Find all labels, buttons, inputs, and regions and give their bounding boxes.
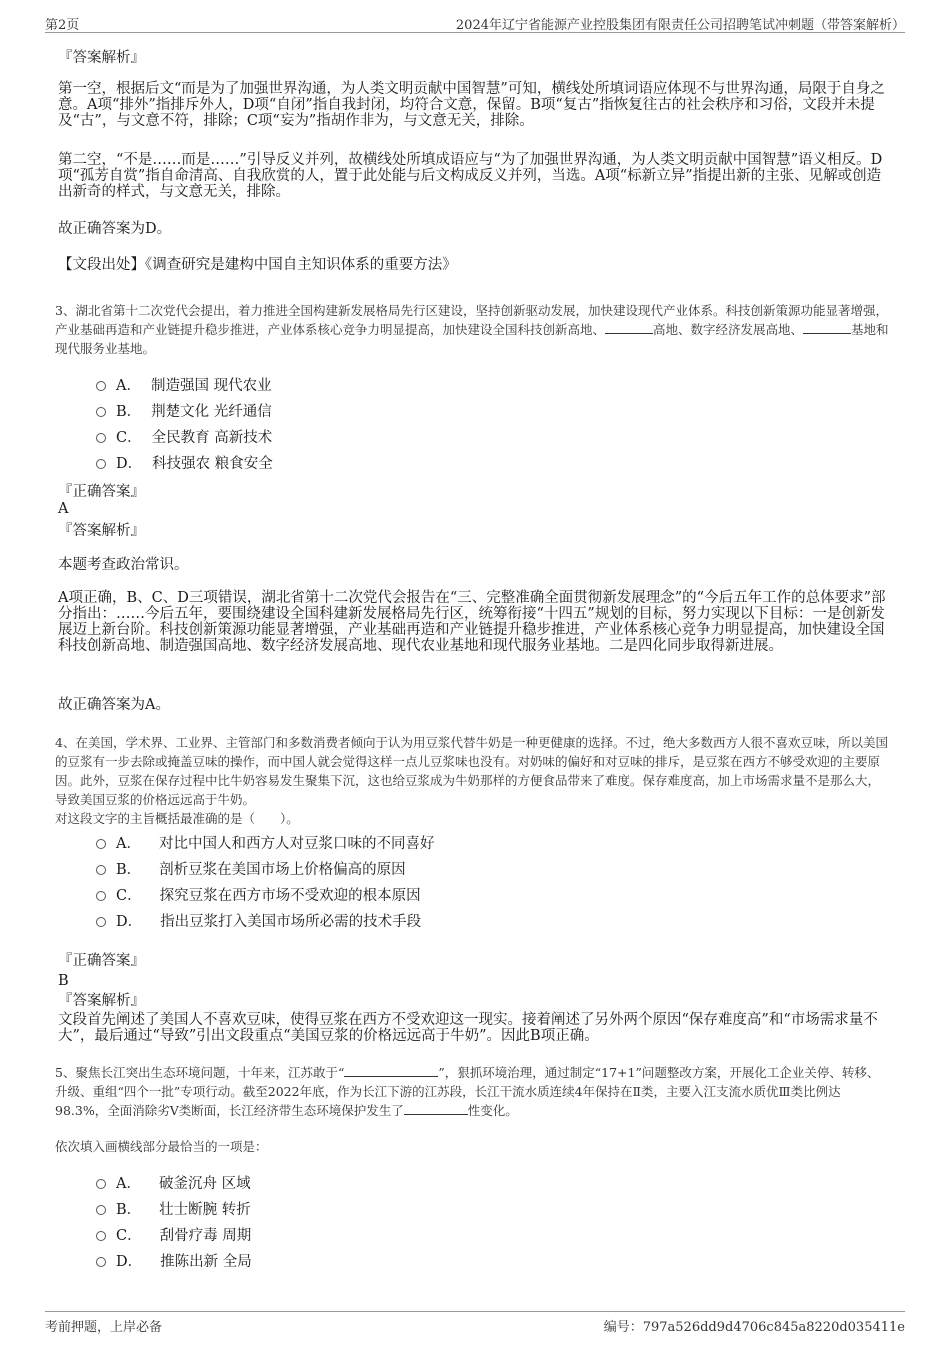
q3-option-a[interactable]: A． 制造强国 现代农业 (96, 377, 272, 395)
q3-stem: 3、湖北省第十二次党代会提出，着力推进全国构建新发展格局先行区建设，坚持创新驱动发展，加快建设现代产业体系。科技创新策源功能显著增强，产业基础再造和产业链提升稳步推进，产业体系核心竞争力明显提高，加快建设全国科技创新高地、 高地、数字经济发展高地、 基地和现代服务业基地。 (55, 303, 889, 356)
radio-icon[interactable] (96, 865, 106, 875)
q3-option-c[interactable]: C． 全民教育 高新技术 (96, 429, 272, 447)
footer-code: 编号：797a526dd9d4706c845a8220d035411e (603, 1320, 905, 1335)
radio-icon[interactable] (96, 1257, 106, 1267)
footer-slogan: 考前押题，上岸必备 (45, 1320, 163, 1335)
q4-option-c[interactable]: C． 探究豆浆在西方市场不受欢迎的根本原因 (96, 887, 421, 905)
q3-conclusion: 故正确答案为A。 (58, 697, 170, 713)
radio-icon[interactable] (96, 1205, 106, 1215)
q4-option-a[interactable]: A． 对比中国人和西方人对豆浆口味的不同喜好 (96, 835, 434, 853)
q3-answer: A (58, 501, 69, 517)
q2-conclusion: 故正确答案为D。 (58, 221, 172, 237)
page-header (45, 14, 905, 33)
q3-analysis-label: 『答案解析』 (58, 523, 145, 539)
page-footer (45, 1311, 905, 1335)
radio-icon[interactable] (96, 381, 106, 391)
q3-analysis-paragraph: A项正确，B、C、D三项错误，湖北省第十二次党代会报告在“三、完整准确全面贯彻新发展理念”的“今后五年工作的总体要求”部分指出：……今后五年，要围绕建设全国科建新发展格局先行区，统筹衔接“十四五”规划的目标，努力实现以下目标：一是创新发展迈上新台阶。科技创新策源功能显著增强，产业基础再造和产业链提升稳步推进，产业体系核心竞争力明显提高，加快建设全国科技创新高地、制造强国高地、数字经济发展高地、现代农业基地和现代服务业基地。二是四化同步取得新进展。 (58, 590, 886, 654)
radio-icon[interactable] (96, 917, 106, 927)
q2-analysis-paragraph-2: 第二空，“不是……而是……”引导反义并列，故横线处所填成语应与“为了加强世界沟通，为人类文明贡献中国智慧”语义相反。D项“孤芳自赏”指自命清高、自我欣赏的人，置于此处能与后文构成反义并列，当选。A项“标新立异”指提出新的主张、见解或创造出新奇的样式，与文意无关，排除。 (58, 152, 883, 200)
q4-option-b[interactable]: B． 剖析豆浆在美国市场上价格偏高的原因 (96, 861, 406, 879)
radio-icon[interactable] (96, 1231, 106, 1241)
q2-source: 【文段出处】《调查研究是建构中国自主知识体系的重要方法》 (58, 257, 457, 273)
radio-icon[interactable] (96, 459, 106, 469)
radio-icon[interactable] (96, 1179, 106, 1189)
document-title: 2024年辽宁省能源产业控股集团有限责任公司招聘笔试冲刺题（带答案解析） (455, 18, 905, 33)
radio-icon[interactable] (96, 407, 106, 417)
q5-option-a[interactable]: A． 破釜沉舟 区域 (96, 1175, 251, 1193)
page-number: 第2页 (45, 18, 80, 33)
blank-line (404, 1103, 468, 1115)
q4-analysis-label: 『答案解析』 (58, 993, 145, 1009)
q4-answer: B (58, 973, 69, 989)
blank-line (344, 1065, 438, 1077)
radio-icon[interactable] (96, 839, 106, 849)
q3-analysis-intro: 本题考查政治常识。 (58, 557, 189, 573)
q5-option-d[interactable]: D． 推陈出新 全局 (96, 1253, 252, 1271)
q3-option-b[interactable]: B． 荆楚文化 光纤通信 (96, 403, 272, 421)
q2-analysis-paragraph-1: 第一空，根据后文“而是为了加强世界沟通，为人类文明贡献中国智慧”可知，横线处所填词语应体现不与世界沟通，局限于自身之意。A项“排外”指排斥外人，D项“自闭”指自我封闭，均符合文意，保留。B项“复古”指恢复往古的社会秩序和习俗，文段并未提及“古”，与文意不符，排除；C项“妄为”指胡作非为，与文意无关，排除。 (58, 81, 885, 129)
q4-answer-label: 『正确答案』 (58, 953, 145, 969)
q3-answer-label: 『正确答案』 (58, 484, 145, 500)
blank-line (803, 322, 851, 334)
q2-analysis-label: 『答案解析』 (58, 50, 145, 66)
q5-question: 依次填入画横线部分最恰当的一项是： (55, 1139, 268, 1154)
q4-question: 对这段文字的主旨概括最准确的是（ ）。 (55, 811, 299, 826)
q4-option-d[interactable]: D． 指出豆浆打入美国市场所必需的技术手段 (96, 913, 421, 931)
radio-icon[interactable] (96, 891, 106, 901)
radio-icon[interactable] (96, 433, 106, 443)
q5-option-c[interactable]: C． 刮骨疗毒 周期 (96, 1227, 251, 1245)
q4-stem: 4、在美国，学术界、工业界、主管部门和多数消费者倾向于认为用豆浆代替牛奶是一种更健康的选择。不过，绝大多数西方人很不喜欢豆味，所以美国的豆浆有一步去除或掩盖豆味的操作，而中国人就会觉得这样一点儿豆浆味也没有。对奶味的偏好和对豆味的排斥，是豆浆在西方不够受欢迎的主要原因。此外，豆浆在保存过程中比牛奶容易发生聚集下沉，这也给豆浆成为牛奶那样的方便食品带来了难度。保存难度高，加上市场需求量不是那么大，导致美国豆浆的价格远远高于牛奶。 (55, 735, 888, 807)
q5-option-b[interactable]: B． 壮士断腕 转折 (96, 1201, 251, 1219)
blank-line (605, 322, 653, 334)
q3-option-d[interactable]: D． 科技强农 粮食安全 (96, 455, 273, 473)
q5-stem: 5、聚焦长江突出生态环境问题，十年来，江苏敢于“ ”，狠抓环境治理，通过制定“17+1”问题整改方案，开展化工企业关停、转移、升级、重组“四个一批”专项行动。截至2022年底，作为长江下游的江苏段，长江干流水质连续4年保持在Ⅱ类，主要入江支流水质优Ⅲ类比例达98.3%，全面消除劣Ⅴ类断面，长江经济带生态环境保护发生了 性变化。 (55, 1065, 880, 1118)
q4-analysis-paragraph: 文段首先阐述了美国人不喜欢豆味，使得豆浆在西方不受欢迎这一现实。接着阐述了另外两个原因“保存难度高”和“市场需求量不大”，最后通过“导致”引出文段重点“美国豆浆的价格远远高于牛奶”。因此B项正确。 (58, 1012, 878, 1044)
